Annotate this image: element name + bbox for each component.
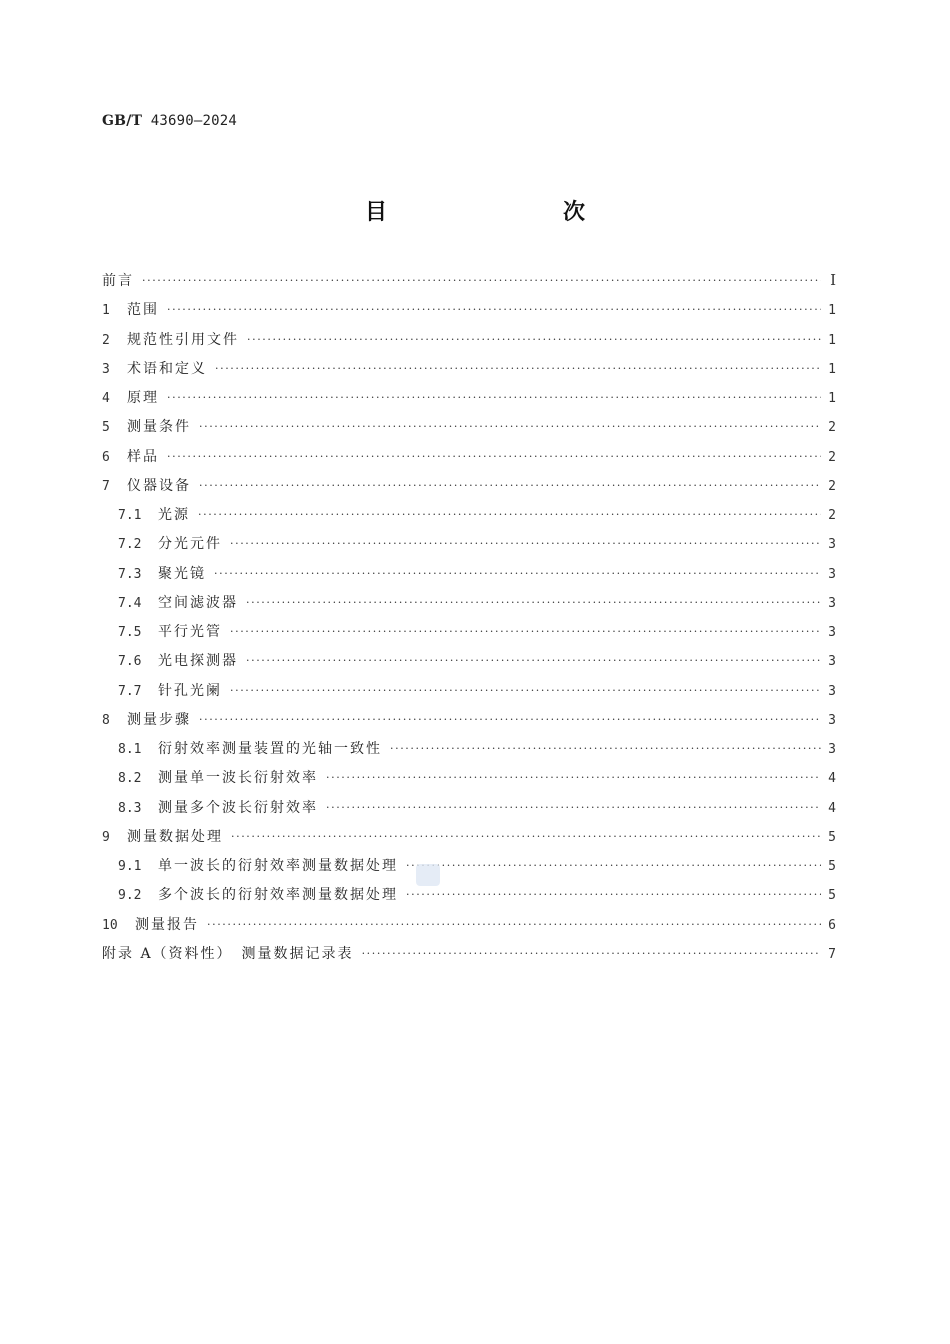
standard-prefix: GB/T	[102, 113, 143, 129]
dot-leader	[406, 859, 821, 872]
toc-entry[interactable]	[102, 621, 836, 650]
toc-entry-number: 5	[102, 420, 110, 436]
toc-entry-title: 测量条件	[127, 419, 191, 436]
toc-entry[interactable]	[102, 767, 836, 796]
toc-entry-title: 规范性引用文件	[127, 331, 239, 348]
dot-leader	[207, 918, 821, 931]
toc-entry-page: 2	[828, 508, 836, 523]
toc-entry-title: 光电探测器	[158, 653, 238, 670]
toc-entry[interactable]	[102, 943, 836, 972]
toc-entry-page: 3	[828, 683, 836, 699]
toc-entry-title: 范围	[127, 302, 159, 319]
toc-entry-page: 2	[828, 478, 836, 494]
toc-entry-title: 样品	[127, 448, 159, 465]
toc-entry[interactable]	[102, 446, 836, 475]
toc-entry-number: 7	[102, 478, 110, 494]
toc-entry-page: 3	[828, 566, 836, 582]
toc-entry-number: 9	[102, 829, 110, 845]
dot-leader	[246, 596, 821, 609]
toc-entry-page: 3	[828, 625, 836, 640]
toc-entry[interactable]	[102, 358, 836, 387]
toc-entry[interactable]	[102, 475, 836, 504]
dot-leader	[142, 274, 821, 287]
toc-entry[interactable]	[102, 299, 836, 328]
standard-number: 43690—2024	[150, 113, 238, 129]
toc-entry-page: 4	[828, 771, 836, 787]
toc-entry-number: 7.3	[118, 566, 142, 582]
dot-leader	[362, 947, 821, 960]
dot-leader	[326, 771, 821, 784]
toc-entry[interactable]	[102, 592, 836, 621]
toc-entry-title: 单一波长的衍射效率测量数据处理	[158, 858, 398, 874]
toc-entry-title: 衍射效率测量装置的光轴一致性	[158, 741, 382, 757]
toc-entry-page: 2	[828, 449, 836, 465]
dot-leader	[167, 303, 821, 316]
toc-entry[interactable]	[102, 738, 836, 767]
toc-entry-page: 5	[828, 859, 836, 874]
toc-entry-title: 测量报告	[135, 916, 199, 933]
toc-entry-number: 7.7	[118, 683, 142, 699]
toc-entry-page: 3	[828, 654, 836, 670]
watermark-logo	[416, 864, 440, 886]
toc-entry[interactable]	[102, 329, 836, 358]
toc-entry[interactable]	[102, 826, 836, 855]
toc-entry-page: 3	[828, 595, 836, 611]
toc-entry-title: 原理	[127, 390, 159, 406]
dot-leader	[326, 801, 821, 814]
dot-leader	[214, 567, 821, 580]
toc-entry-page: 3	[828, 537, 836, 553]
toc-entry[interactable]	[102, 709, 836, 738]
toc-entry-number: 8	[102, 712, 110, 728]
toc-entry-page: 3	[828, 712, 836, 728]
toc-entry-title: 术语和定义	[127, 360, 207, 377]
toc-entry[interactable]	[102, 650, 836, 679]
toc-entry-title: 测量多个波长衍射效率	[158, 799, 318, 816]
toc-entry-title: 聚光镜	[158, 565, 206, 582]
toc-entry-page: 1	[828, 332, 836, 348]
toc-entry-title: 前言	[102, 273, 134, 289]
toc-entry-page: 7	[828, 946, 836, 962]
dot-leader	[230, 684, 821, 697]
toc-entry[interactable]	[102, 533, 836, 562]
page-title: 目 次	[364, 200, 629, 225]
toc-entry-number: 10	[102, 917, 118, 933]
toc-entry-number: 2	[102, 332, 110, 348]
toc-entry-title: 空间滤波器	[158, 594, 238, 611]
dot-leader	[199, 479, 821, 492]
standard-code	[102, 113, 237, 129]
toc-entry-number: 7.6	[118, 654, 142, 670]
dot-leader	[230, 625, 821, 638]
toc-entry-title: 测量单一波长衍射效率	[158, 770, 318, 787]
toc-entry-page: 1	[828, 391, 836, 406]
toc-entry-title: 测量数据处理	[127, 828, 223, 845]
toc-entry-number: 3	[102, 361, 110, 377]
toc-entry[interactable]	[102, 797, 836, 826]
toc-entry-number: 6	[102, 449, 110, 465]
dot-leader	[231, 830, 821, 843]
toc-entry-number: 8.1	[118, 742, 142, 757]
toc-entry-title: 仪器设备	[127, 477, 191, 494]
dot-leader	[199, 420, 821, 433]
toc-entry-page: 2	[828, 420, 836, 436]
toc-entry[interactable]	[102, 884, 836, 913]
toc-entry-number: 7.4	[118, 595, 142, 611]
toc-entry[interactable]	[102, 914, 836, 943]
toc-entry-page: 3	[828, 742, 836, 757]
toc-entry-number: 8.2	[118, 771, 142, 787]
toc-entry-title: 分光元件	[158, 536, 222, 553]
dot-leader	[246, 654, 821, 667]
toc-entry-number: 8.3	[118, 800, 142, 816]
toc-entry-number: 7.2	[118, 537, 142, 553]
toc-entry-number: 4	[102, 391, 110, 406]
table-of-contents	[102, 270, 836, 972]
dot-leader	[215, 362, 821, 375]
toc-entry-title: 光源	[158, 507, 190, 523]
dot-leader	[199, 713, 821, 726]
toc-entry-page: 5	[828, 888, 836, 904]
toc-entry-number: 1	[102, 303, 110, 319]
toc-entry-page: 5	[828, 829, 836, 845]
dot-leader	[167, 391, 821, 404]
dot-leader	[406, 888, 821, 901]
dot-leader	[230, 537, 821, 550]
toc-entry-title: 附录 A（资料性） 测量数据记录表	[102, 945, 354, 962]
dot-leader	[390, 742, 821, 755]
dot-leader	[198, 508, 821, 521]
toc-entry-page: I	[830, 271, 836, 289]
toc-entry-number: 9.1	[118, 859, 142, 874]
dot-leader	[247, 333, 821, 346]
toc-entry-title: 测量步骤	[127, 711, 191, 728]
dot-leader	[167, 450, 821, 463]
toc-entry[interactable]	[102, 387, 836, 416]
toc-entry-page: 1	[828, 303, 836, 319]
toc-entry[interactable]	[102, 416, 836, 445]
toc-entry-title: 多个波长的衍射效率测量数据处理	[158, 887, 398, 904]
toc-entry-number: 7.5	[118, 625, 142, 640]
toc-entry-title: 平行光管	[158, 624, 222, 640]
toc-entry-number: 7.1	[118, 508, 142, 523]
toc-entry[interactable]	[102, 270, 836, 299]
toc-entry-number: 9.2	[118, 888, 142, 904]
toc-entry-page: 6	[828, 917, 836, 933]
toc-entry-page: 4	[828, 800, 836, 816]
toc-entry[interactable]	[102, 855, 836, 884]
toc-entry[interactable]	[102, 504, 836, 533]
toc-entry[interactable]	[102, 680, 836, 709]
toc-entry-page: 1	[828, 361, 836, 377]
toc-entry[interactable]	[102, 563, 836, 592]
toc-entry-title: 针孔光阑	[158, 682, 222, 699]
